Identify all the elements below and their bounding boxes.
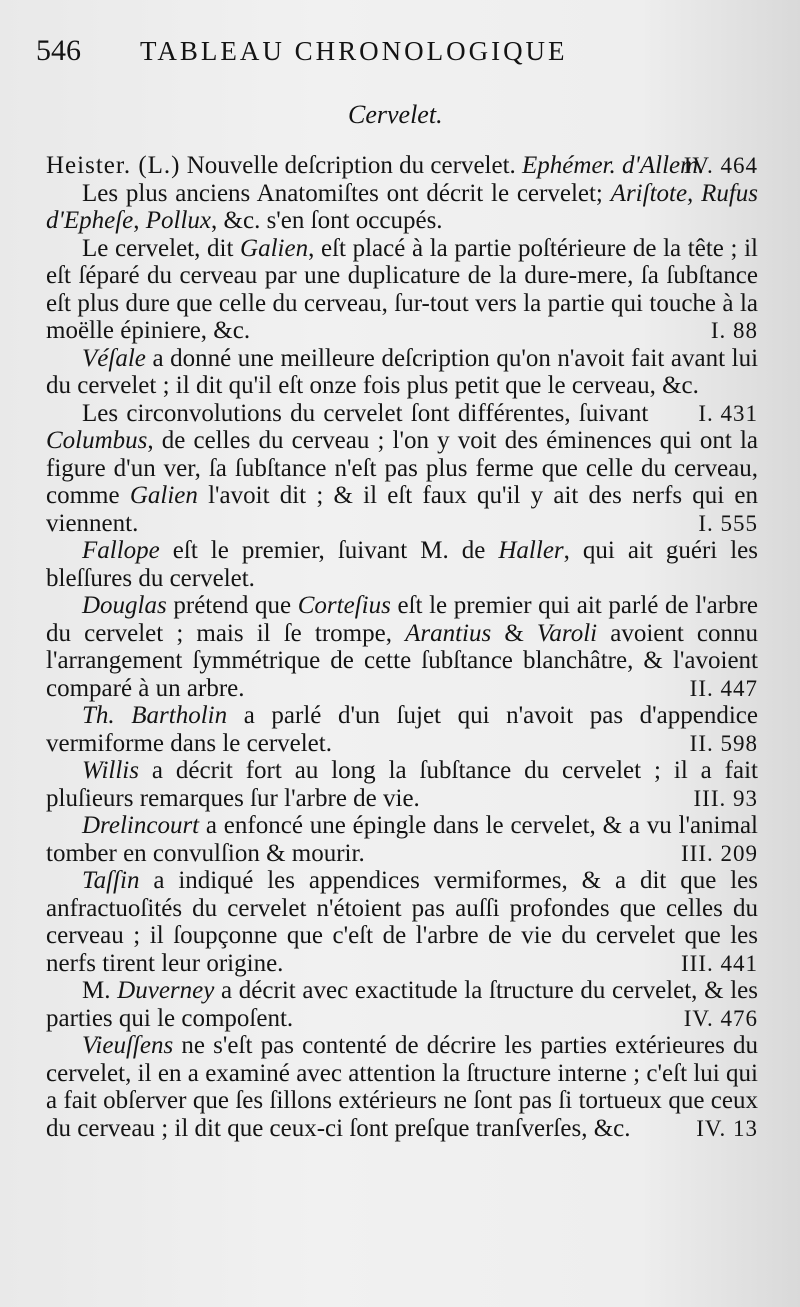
entry-text: a parlé d'un ſujet qui n'avoit pas d'appendice vermiforme dans le cervelet. bbox=[46, 702, 758, 757]
entry-reference: II. 598 bbox=[689, 730, 758, 756]
entry-italic-name: Willis bbox=[82, 757, 139, 784]
running-title: TABLEAU CHRONOLOGIQUE bbox=[140, 36, 568, 66]
entry-text: , de celles du cerveau ; l'on y voit des éminences qui ont la figure d'un ver, ſa ſubſtance n'eſt pas plus ferme que celle du cerveau, comme bbox=[46, 427, 758, 509]
entry-author: Heister. (L.) bbox=[46, 152, 181, 179]
entry-source: Ephémer. d'Allem. bbox=[522, 152, 705, 179]
entry-anciens bbox=[46, 180, 758, 235]
entry-text: a donné une meilleure deſcription qu'on n'avoit fait avant lui du cervelet ; il dit qu'il eſt onze fois plus petit que le cerveau, &c. bbox=[46, 344, 759, 399]
section-heading: Cervelet. bbox=[348, 100, 443, 129]
entry-text: M. bbox=[82, 977, 111, 1004]
entry-duverney bbox=[46, 977, 758, 1032]
entry-reference: III. 93 bbox=[693, 785, 758, 811]
entry-italic-name: Galien bbox=[129, 482, 198, 509]
entry-text: Les circonvolutions du cervelet ſont différentes, ſuivant bbox=[82, 399, 649, 427]
entry-italic-name: Véſale bbox=[82, 344, 146, 372]
entry-italic-name: Haller bbox=[498, 537, 564, 564]
entry-reference: IV. 476 bbox=[683, 1005, 758, 1031]
entry-reference: I. 431 bbox=[698, 400, 758, 426]
entry-text: , eſt placé à la partie poſtérieure de la tête ; il eſt ſéparé du cerveau par une duplicature de la dure-mere, ſa ſubſtance eſt plus dure que celle du cerveau, ſur-tout vers la partie qui touche à la moëlle épiniere, &c. bbox=[46, 234, 758, 344]
entry-italic-name: Columbus bbox=[46, 427, 148, 454]
entry-italic-name: Douglas bbox=[82, 592, 167, 619]
entry-text: avoient connu l'arrangement ſymmétrique de cette ſubſtance blanchâtre, & l'avoient comparé à un arbre. bbox=[46, 619, 759, 702]
body-text bbox=[46, 152, 758, 1142]
entry-columbus bbox=[46, 400, 758, 538]
entry-text: , &c. s'en ſont occupés. bbox=[211, 207, 443, 234]
entry-text: prétend que bbox=[173, 592, 292, 619]
entry-drelincourt bbox=[46, 812, 758, 867]
entry-text: , bbox=[133, 207, 140, 234]
entry-reference: III. 441 bbox=[681, 950, 758, 976]
page-header bbox=[36, 30, 776, 70]
entry-reference: I. 555 bbox=[698, 510, 758, 536]
entry-fallope bbox=[46, 537, 758, 592]
entry-text: Les plus anciens Anatomiſtes ont décrit le cervelet; bbox=[82, 179, 603, 207]
entry-tassin bbox=[46, 867, 758, 977]
entry-italic-name: Drelincourt bbox=[82, 812, 200, 839]
entry-galien bbox=[46, 235, 758, 345]
entry-bartholin bbox=[46, 702, 758, 757]
entry-italic-name: Taſſin bbox=[82, 867, 140, 894]
entry-vieussens bbox=[46, 1032, 758, 1142]
entry-text: a enfoncé une épingle dans le cervelet, & a vu l'animal tomber en convulſion & mourir. bbox=[46, 812, 758, 867]
entry-italic-name: Arantius bbox=[405, 619, 492, 647]
entry-reference: II. 447 bbox=[689, 675, 758, 701]
entry-italic-name: Ariſtote, Rufus d'Epheſe bbox=[46, 179, 759, 234]
entry-text: a décrit fort au long la ſubſtance du cervelet ; il a fait pluſieurs remarques ſur l'arbre de vie. bbox=[46, 757, 758, 812]
entry-text: l'avoit dit ; & il eſt faux qu'il y ait des nerfs qui en viennent. bbox=[46, 482, 759, 537]
entry-text: eſt le premier, ſuivant M. de bbox=[172, 537, 486, 564]
entry-italic-name: Th. Bartholin bbox=[82, 702, 228, 729]
entry-reference: IV. 464 bbox=[683, 153, 758, 178]
entry-italic-name: Pollux bbox=[145, 207, 212, 234]
entry-italic-name: Galien bbox=[240, 234, 309, 262]
entry-text: Nouvelle deſcription du cervelet. bbox=[186, 152, 516, 179]
page-number: 546 bbox=[36, 34, 81, 67]
entry-italic-name: Varoli bbox=[536, 619, 598, 647]
entry-willis bbox=[46, 757, 758, 812]
entry-text: ne s'eſt pas contenté de décrire les parties extérieures du cervelet, il en a examiné avec attention la ſtructure interne ; c'eſt lui qui a fait obſerver que ſes ſillons extérieurs ne ſont pas ſi tortueux que ceux du cerveau ; il dit que ceux-ci ſont preſque tranſverſes, &c. bbox=[46, 1032, 759, 1142]
entry-reference: III. 209 bbox=[681, 840, 758, 866]
entry-reference: IV. 13 bbox=[696, 1115, 758, 1141]
entry-reference: I. 88 bbox=[710, 318, 758, 343]
entry-italic-name: Vieuſſens bbox=[82, 1032, 174, 1059]
entry-italic-name: Corteſius bbox=[297, 592, 391, 619]
entry-text: & bbox=[504, 619, 524, 647]
entry-text: Le cervelet, dit bbox=[82, 234, 234, 262]
entry-italic-name: Duverney bbox=[117, 977, 215, 1004]
entry-text: a décrit avec exactitude la ſtructure du cervelet, & les parties qui le compoſent. bbox=[46, 977, 758, 1032]
entry-heister bbox=[46, 152, 758, 180]
entry-text: eſt le premier qui ait parlé de l'arbre du cervelet ; mais il ſe trompe, bbox=[46, 592, 759, 647]
entry-text: a indiqué les appendices vermiformes, & a dit que les anfractuoſités du cervelet n'étoient pas auſſi profondes que celles du cerveau ; il ſoupçonne que c'eſt de l'arbre de vie du cervelet que les nerfs tirent leur origine. bbox=[46, 867, 759, 977]
entry-italic-name: Fallope bbox=[82, 537, 160, 564]
entry-text: , qui ait guéri les bleſſures du cervelet. bbox=[46, 537, 759, 592]
entry-douglas bbox=[46, 592, 758, 702]
